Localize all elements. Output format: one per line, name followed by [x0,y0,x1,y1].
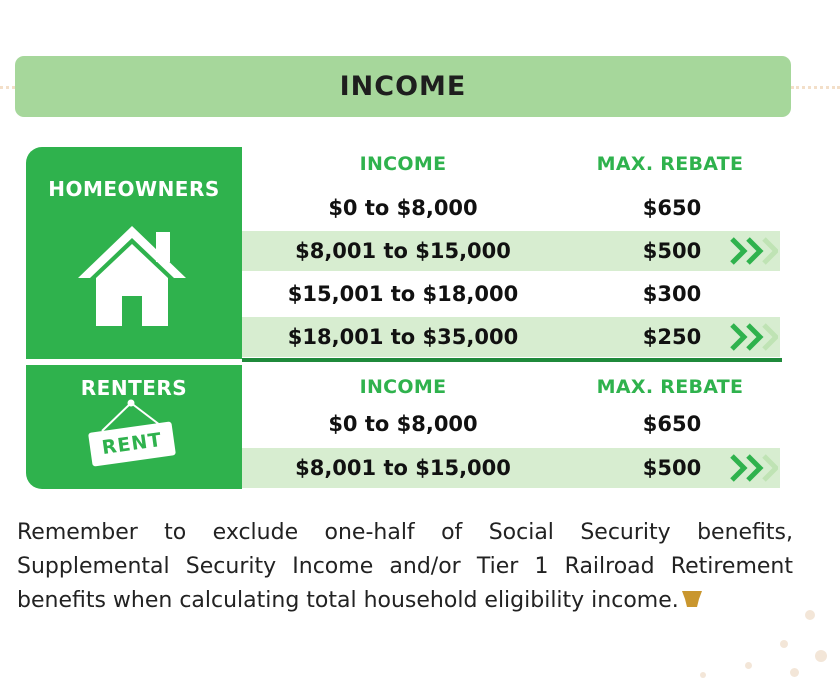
max-rebate: $650 [642,196,702,220]
header-divider-right [791,86,840,89]
section-divider [242,358,782,362]
homeowners-rebate-header: MAX. REBATE [596,153,744,175]
renters-panel [26,365,242,489]
homeowners-income-header: INCOME [359,153,447,175]
decorative-dot [700,672,706,678]
decorative-dot [815,650,827,662]
income-range: $15,001 to $18,000 [287,282,519,306]
max-rebate: $500 [642,239,702,263]
double-chevron-icon [728,323,778,351]
income-range: $8,001 to $15,000 [295,239,511,263]
renters-rebate-header: MAX. REBATE [596,376,744,398]
decorative-dot [780,640,788,648]
renters-row-2 [242,448,780,488]
max-rebate: $650 [642,412,702,436]
homeowners-label: HOMEOWNERS [48,177,220,201]
income-range: $0 to $8,000 [328,196,478,220]
header-title: INCOME [339,71,467,102]
renters-label: RENTERS [80,376,188,400]
homeowners-row-1 [242,188,780,228]
max-rebate: $250 [642,325,702,349]
renters-income-header: INCOME [359,376,447,398]
income-range: $0 to $8,000 [328,412,478,436]
double-chevron-icon [728,454,778,482]
income-range: $8,001 to $15,000 [295,456,511,480]
renters-row-1 [242,404,780,444]
keystone-icon [681,589,703,609]
homeowners-row-2 [242,231,780,271]
decorative-dot [790,668,799,677]
homeowners-row-4 [242,317,780,357]
rent-sign-text: RENT [100,428,164,460]
double-chevron-icon [728,237,778,265]
house-icon [74,220,190,330]
income-range: $18,001 to $35,000 [287,325,519,349]
decorative-dot [805,610,815,620]
homeowners-panel [26,147,242,359]
max-rebate: $500 [642,456,702,480]
max-rebate: $300 [642,282,702,306]
decorative-dot [745,662,752,669]
eligibility-note [17,516,793,618]
eligibility-note-text: Remember to exclude one-half of Social Security benefits, Supplemental Security Income and/or Tier 1 Railroad Retirement benefits when calculating total household eligibility income. [17,520,793,613]
income-header [15,56,791,117]
header-divider-left [0,86,15,89]
homeowners-row-3 [242,274,780,314]
